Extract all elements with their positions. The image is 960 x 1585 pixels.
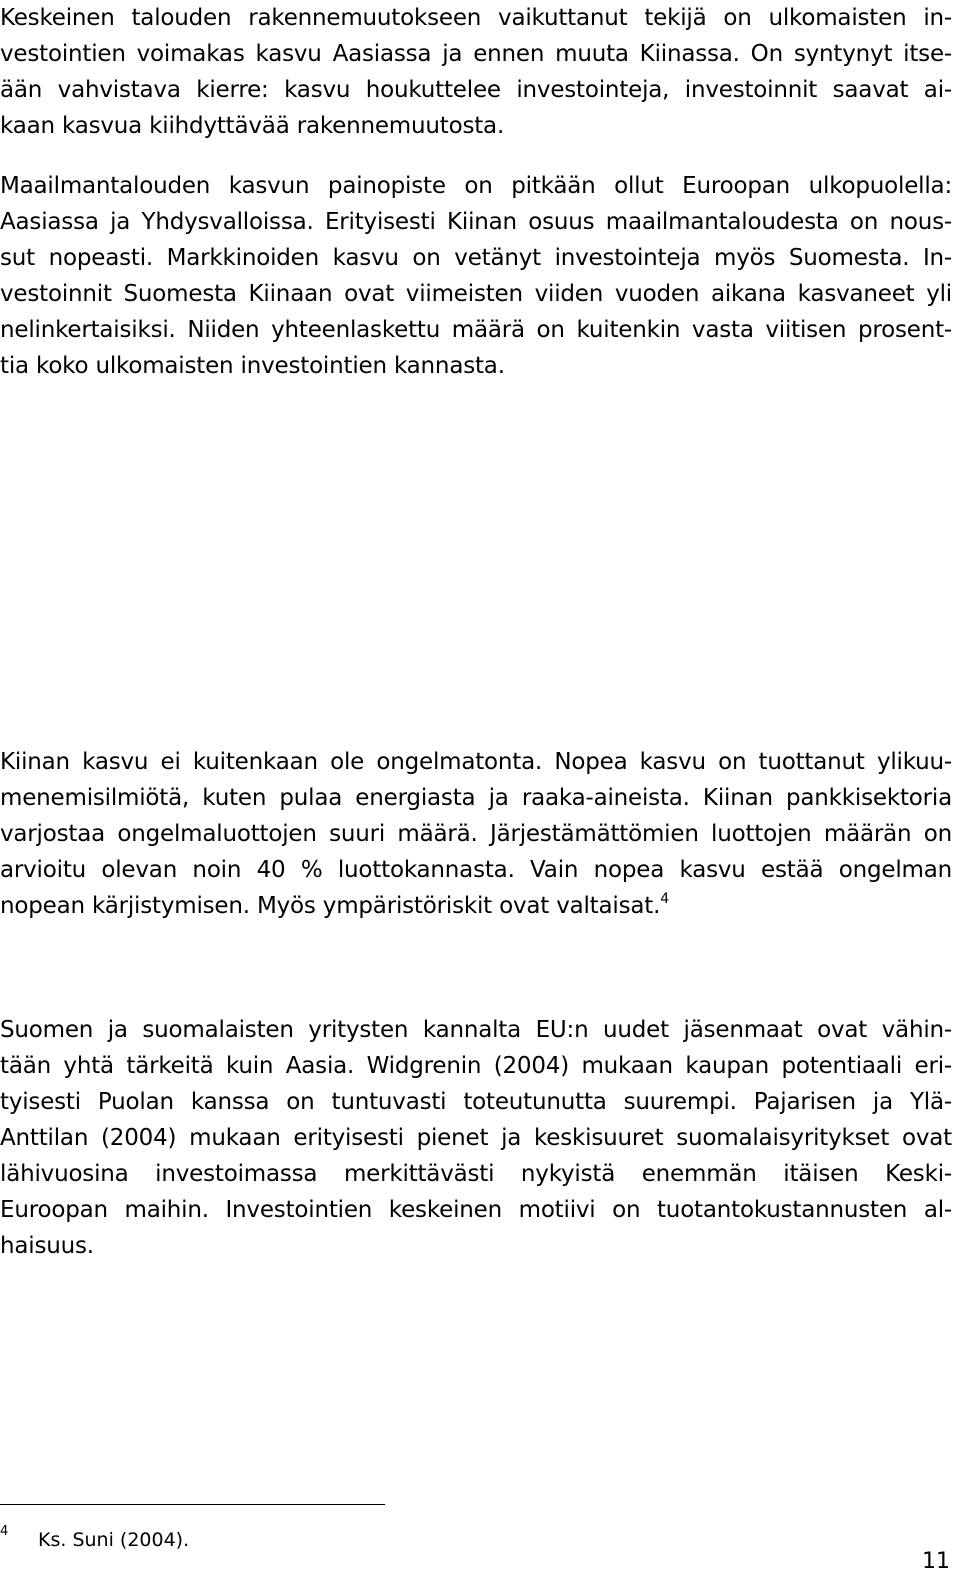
paragraph-line: tia koko ulkomaisten investointien kannasta. bbox=[0, 353, 505, 379]
paragraph-1 bbox=[0, 0, 952, 144]
paragraph-line: tyisesti Puolan kanssa on tuntuvasti toteutunutta suurempi. Pajarisen ja Ylä- bbox=[0, 1089, 952, 1115]
paragraph-line: vestointien voimakas kasvu Aasiassa ja ennen muuta Kiinassa. On syntynyt itse- bbox=[0, 41, 952, 67]
paragraph-line: vestoinnit Suomesta Kiinaan ovat viimeisten viiden vuoden aikana kasvaneet yli bbox=[0, 281, 952, 307]
paragraph-line: lähivuosina investoimassa merkittävästi nykyistä enemmän itäisen Keski- bbox=[0, 1161, 952, 1187]
paragraph-line bbox=[0, 888, 952, 924]
paragraph-line: sut nopeasti. Markkinoiden kasvu on vetänyt investointeja myös Suomesta. In- bbox=[0, 245, 952, 271]
paragraph-line: arvioitu olevan noin 40 % luottokannasta. Vain nopea kasvu estää ongelman bbox=[0, 857, 952, 883]
paragraph-line: ään vahvistava kierre: kasvu houkuttelee investointeja, investoinnit saavat ai- bbox=[0, 77, 952, 103]
paragraph-line: Maailmantalouden kasvun painopiste on pitkään ollut Euroopan ulkopuolella: bbox=[0, 173, 952, 199]
footnote-reference[interactable]: 4 bbox=[660, 891, 669, 907]
paragraph-line: kaan kasvua kiihdyttävää rakennemuutosta. bbox=[0, 113, 505, 139]
page-number: 11 bbox=[922, 1549, 950, 1574]
paragraph-line: varjostaa ongelmaluottojen suuri määrä. Järjestämättömien luottojen määrän on bbox=[0, 821, 952, 847]
footnote-mark: 4 bbox=[0, 1524, 9, 1539]
paragraph-line: haisuus. bbox=[0, 1233, 94, 1259]
paragraph-line: Kiinan kasvu ei kuitenkaan ole ongelmatonta. Nopea kasvu on tuottanut ylikuu- bbox=[0, 749, 952, 775]
paragraph-2 bbox=[0, 168, 952, 384]
paragraph-3 bbox=[0, 744, 952, 924]
paragraph-line: Suomen ja suomalaisten yritysten kannalta EU:n uudet jäsenmaat ovat vähin- bbox=[0, 1017, 952, 1043]
paragraph-4 bbox=[0, 1012, 952, 1264]
paragraph-line-text: nopean kärjistymisen. Myös ympäristöriskit ovat valtaisat. bbox=[0, 893, 661, 919]
paragraph-line: nelinkertaisiksi. Niiden yhteenlaskettu määrä on kuitenkin vasta viitisen prosent- bbox=[0, 317, 952, 343]
paragraph-line: Euroopan maihin. Investointien keskeinen motiivi on tuotantokustannusten al- bbox=[0, 1197, 952, 1223]
footnote-divider bbox=[0, 1504, 385, 1505]
paragraph-line: Aasiassa ja Yhdysvalloissa. Erityisesti Kiinan osuus maailmantaloudesta on nous- bbox=[0, 209, 952, 235]
footnote-text: Ks. Suni (2004). bbox=[38, 1529, 190, 1551]
paragraph-line: Anttilan (2004) mukaan erityisesti pienet ja keskisuuret suomalaisyritykset ovat bbox=[0, 1125, 952, 1151]
paragraph-line: menemisilmiötä, kuten pulaa energiasta ja raaka-aineista. Kiinan pankkisektoria bbox=[0, 785, 952, 811]
paragraph-line: Keskeinen talouden rakennemuutokseen vaikuttanut tekijä on ulkomaisten in- bbox=[0, 5, 952, 31]
paragraph-line: tään yhtä tärkeitä kuin Aasia. Widgrenin (2004) mukaan kaupan potentiaali eri- bbox=[0, 1053, 952, 1079]
